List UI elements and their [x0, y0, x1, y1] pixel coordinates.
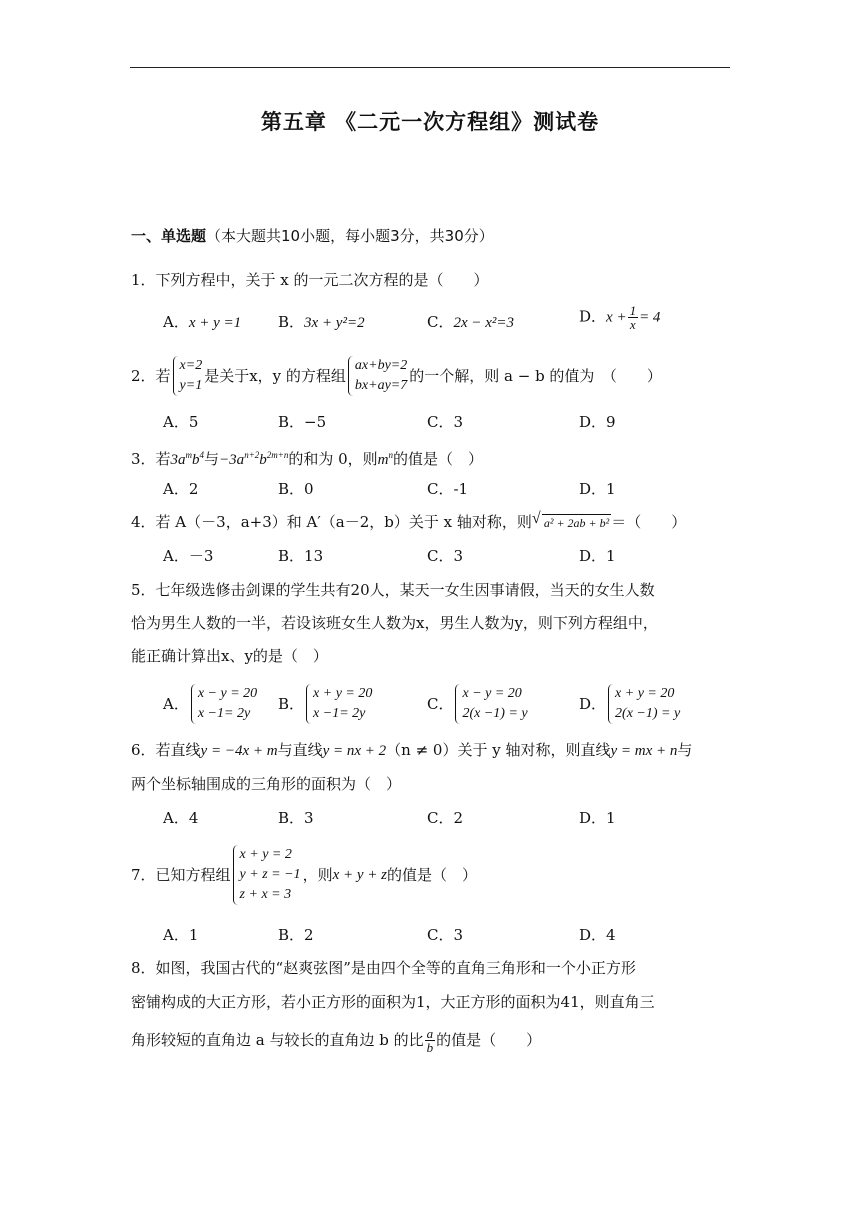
- stem-text: 2．若: [131, 367, 171, 385]
- numerator: 1: [629, 303, 637, 318]
- question-6-line-1: [131, 740, 692, 761]
- stem-text: 与: [204, 450, 220, 468]
- brace: [455, 684, 460, 724]
- option-expr: = 4: [639, 309, 661, 326]
- option-b: B．3: [278, 809, 314, 827]
- equation: bx+ay=7: [354, 378, 408, 393]
- option-label: A．: [163, 695, 189, 713]
- fraction: [628, 304, 639, 331]
- option-label: A．: [163, 313, 189, 331]
- page-title: 第五章 《二元一次方程组》测试卷: [260, 110, 600, 134]
- option-label: C．: [427, 313, 454, 331]
- option-d: D．1: [579, 547, 616, 565]
- question-4-stem: [131, 512, 686, 532]
- question-3-stem: [131, 445, 483, 470]
- question-1-stem: 1．下列方程中，关于 x 的一元二次方程的是（ ）: [131, 271, 489, 289]
- equation-system: [173, 356, 203, 396]
- option-b: [278, 682, 374, 726]
- equation: x − y = 20: [462, 686, 522, 701]
- brace: [191, 684, 196, 724]
- equation: x=2: [179, 358, 203, 373]
- math-term: 3a: [170, 452, 186, 468]
- brace: [608, 684, 613, 724]
- equation: x + y = 20: [313, 686, 373, 701]
- option-expr: 2x − x²=3: [453, 315, 515, 331]
- denominator: x: [629, 317, 636, 332]
- option-label: C．: [427, 695, 454, 713]
- option-expr: x +: [606, 309, 627, 326]
- equation: 2(x −1) = y: [615, 706, 681, 721]
- stem-text: ，则: [302, 866, 333, 884]
- option-label: D．: [579, 307, 607, 326]
- equation: x −1= 2y: [313, 706, 366, 721]
- option-c: C．3: [427, 413, 464, 431]
- stem-text: 角形较短的直角边 a 与较长的直角边 b 的比: [131, 1031, 424, 1049]
- equation-system: [191, 684, 257, 724]
- stem-text: 的值是（ ）: [386, 866, 477, 884]
- fraction: [425, 1027, 436, 1054]
- math-term: b: [192, 452, 200, 468]
- equation: x + y = 2: [239, 847, 292, 862]
- math-expr: y = −4x + m: [200, 743, 278, 759]
- option-a: A．4: [163, 809, 199, 827]
- stem-text: 的一个解，则 a − b 的值为 （ ）: [409, 367, 662, 385]
- exponent: 2m+n: [266, 450, 289, 460]
- question-2-stem: [131, 356, 662, 396]
- option-b: B．0: [278, 480, 314, 498]
- option-label: B．: [278, 313, 305, 331]
- math-term: b: [259, 452, 267, 468]
- option-a: A．2: [163, 480, 199, 498]
- stem-text: 与: [677, 741, 693, 759]
- option-c: C．2: [427, 809, 464, 827]
- stem-text: （n ≠ 0）关于 y 轴对称，则直线: [386, 741, 611, 759]
- math-term: −3a: [219, 452, 245, 468]
- option-a: A．5: [163, 413, 199, 431]
- option-d: D．4: [579, 926, 616, 944]
- brace: [348, 356, 353, 396]
- option-d: D．1: [579, 809, 616, 827]
- exponent: 4: [199, 450, 205, 460]
- stem-text: 6．若直线: [131, 741, 201, 759]
- equation: y=1: [179, 378, 203, 393]
- math-expr: y = nx + 2: [322, 743, 387, 759]
- stem-text: 4．若 A（－3，a+3）和 A′（a－2，b）关于 x 轴对称，则: [131, 513, 532, 531]
- option-expr: 3x + y²=2: [304, 315, 365, 331]
- option-c: [427, 312, 514, 333]
- equation: y + z = −1: [239, 867, 301, 882]
- option-c: C．-1: [427, 480, 469, 498]
- exponent: m: [185, 450, 193, 460]
- option-d: D．1: [579, 480, 616, 498]
- option-a: A．－3: [163, 547, 214, 565]
- option-c: C．3: [427, 547, 464, 565]
- option-c: [427, 682, 530, 726]
- equation-system: [233, 845, 301, 905]
- equation: 2(x −1) = y: [462, 706, 528, 721]
- stem-text: ＝（ ）: [611, 513, 687, 531]
- stem-text: 的值是（ ）: [436, 1031, 542, 1049]
- brace: [306, 684, 311, 724]
- equation-system: [455, 684, 527, 724]
- square-root: √ a² + 2ab + b²: [542, 514, 611, 531]
- exponent: n: [388, 450, 393, 460]
- header-rule: [130, 67, 730, 68]
- option-label: D．: [579, 695, 607, 713]
- option-d: [579, 304, 660, 331]
- equation: x + y = 20: [615, 686, 675, 701]
- equation-system: [608, 684, 680, 724]
- math-term: m: [377, 452, 389, 468]
- question-5-line-2: 恰为男生人数的一半，若设该班女生人数为x，男生人数为y，则下列方程组中，: [131, 614, 658, 632]
- stem-text: 的和为 0，则: [288, 450, 378, 468]
- option-c: C．3: [427, 926, 464, 944]
- option-b: [278, 312, 365, 333]
- brace: [173, 356, 178, 396]
- equation-system: [348, 356, 407, 396]
- option-b: B．2: [278, 926, 314, 944]
- question-8-line-2: 密铺构成的大正方形，若小正方形的面积为1，大正方形的面积为41，则直角三: [131, 993, 655, 1011]
- option-b: B．−5: [278, 413, 327, 431]
- option-a: [163, 682, 259, 726]
- option-d: [579, 682, 682, 726]
- exponent: n+2: [244, 450, 260, 460]
- stem-text: 的值是（ ）: [393, 450, 484, 468]
- stem-text: 3．若: [131, 450, 171, 468]
- equation: x −1= 2y: [197, 706, 251, 721]
- question-6-line-2: 两个坐标轴围成的三角形的面积为（ ）: [131, 775, 402, 793]
- equation-system: [306, 684, 372, 724]
- option-label: B．: [278, 695, 305, 713]
- brace: [233, 845, 238, 905]
- math-expr: y = mx + n: [610, 743, 678, 759]
- equation: x − y = 20: [197, 686, 258, 701]
- math-expr: x + y + z: [332, 867, 387, 883]
- option-expr: x + y =1: [188, 315, 242, 331]
- section-heading: [131, 226, 494, 246]
- question-8-line-1: 8．如图，我国古代的“赵爽弦图”是由四个全等的直角三角形和一个小正方形: [131, 959, 636, 977]
- denominator: b: [426, 1039, 434, 1055]
- equation: z + x = 3: [239, 887, 292, 902]
- section-note: （本大题共10小题，每小题3分，共30分）: [206, 227, 494, 245]
- question-8-line-3: [131, 1022, 541, 1058]
- question-7-stem: [131, 840, 477, 910]
- section-heading-label: 一、单选题: [131, 227, 207, 245]
- option-a: A．1: [163, 926, 199, 944]
- option-a: [163, 312, 241, 333]
- option-d: D．9: [579, 413, 616, 431]
- option-b: B．13: [278, 547, 324, 565]
- question-5-line-1: 5．七年级选修击剑课的学生共有20人，某天一女生因事请假，当天的女生人数: [131, 581, 655, 599]
- stem-text: 与直线: [277, 741, 323, 759]
- stem-text: 是关于x，y 的方程组: [204, 367, 346, 385]
- stem-text: 7．已知方程组: [131, 866, 231, 884]
- numerator: a: [426, 1025, 434, 1041]
- equation: ax+by=2: [354, 358, 408, 373]
- question-5-line-3: 能正确计算出x、y的是（ ）: [131, 647, 328, 665]
